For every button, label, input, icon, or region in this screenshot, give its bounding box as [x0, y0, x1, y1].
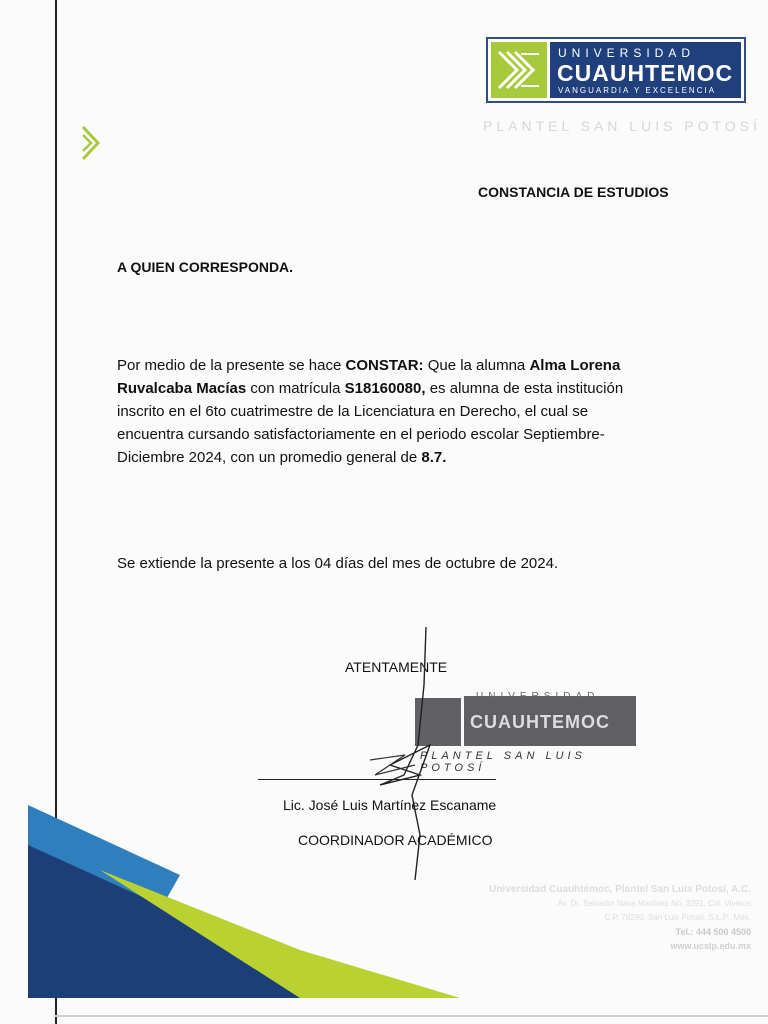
footer-phone: Tel.: 444 500 4500: [675, 927, 751, 937]
university-logo-icon: [491, 42, 547, 98]
footer-contact: [421, 883, 751, 953]
university-logo: [486, 37, 746, 103]
page-bottom-line: [55, 1015, 768, 1017]
footer-wave-decoration: [0, 790, 460, 1005]
document-title: CONSTANCIA DE ESTUDIOS: [478, 184, 669, 200]
stamp-top-text: UNIVERSIDAD: [476, 691, 600, 702]
signer-name: Lic. José Luis Martínez Escaname: [283, 797, 497, 813]
grade-average: 8.7.: [421, 449, 447, 466]
stamp-bottom-text: PLANTEL SAN LUIS POTOSÍ: [420, 750, 586, 774]
footer-website: www.ucslp.edu.mx: [670, 941, 751, 951]
chevron-right-icon: [80, 123, 104, 168]
body-text-2: Que la alumna: [423, 357, 530, 374]
body-bold-constar: CONSTAR:: [345, 357, 424, 374]
body-text-3: con matrícula: [246, 380, 345, 397]
signer-role: COORDINADOR ACADÉMICO: [298, 832, 493, 848]
logo-line1: UNIVERSIDAD: [558, 46, 696, 60]
body-text-4: es alumna de esta institución inscrito en el 6to cuatrimestre de la Licenciatura en Derecho, el cual se encuentra cursando satisfactoriamente en el periodo escolar Septiembre-Diciembre 2024, con un promedio general de: [117, 380, 624, 466]
logo-line3: VANGUARDIA Y EXCELENCIA: [558, 86, 717, 95]
footer-address-2: C.P. 78290, San Luis Potosí, S.L.P., Méx.: [604, 913, 751, 922]
campus-name: PLANTEL SAN LUIS POTOSÍ: [483, 118, 761, 134]
signature-line: [258, 779, 496, 780]
certificate-body: [117, 354, 657, 469]
logo-text-band: [550, 42, 741, 98]
footer-address-1: Av. Dr. Salvador Nava Martínez No. 3291, Col. Viveros: [557, 899, 751, 908]
stamp-main-text: CUAUHTEMOC: [470, 712, 610, 732]
salutation: A QUIEN CORRESPONDA.: [117, 259, 294, 275]
student-name: Alma Lorena Ruvalcaba Macías: [117, 357, 621, 397]
student-id: S18160080,: [344, 380, 426, 397]
closing-statement: Se extiende la presente a los 04 días del mes de octubre de 2024.: [117, 555, 559, 572]
body-text-1: Por medio de la presente se hace: [117, 357, 346, 374]
footer-institution: Universidad Cuauhtémoc, Plantel San Luis Potosí, A.C.: [489, 884, 751, 895]
logo-line2: CUAUHTEMOC: [557, 60, 734, 86]
attentively-label: ATENTAMENTE: [345, 659, 448, 675]
